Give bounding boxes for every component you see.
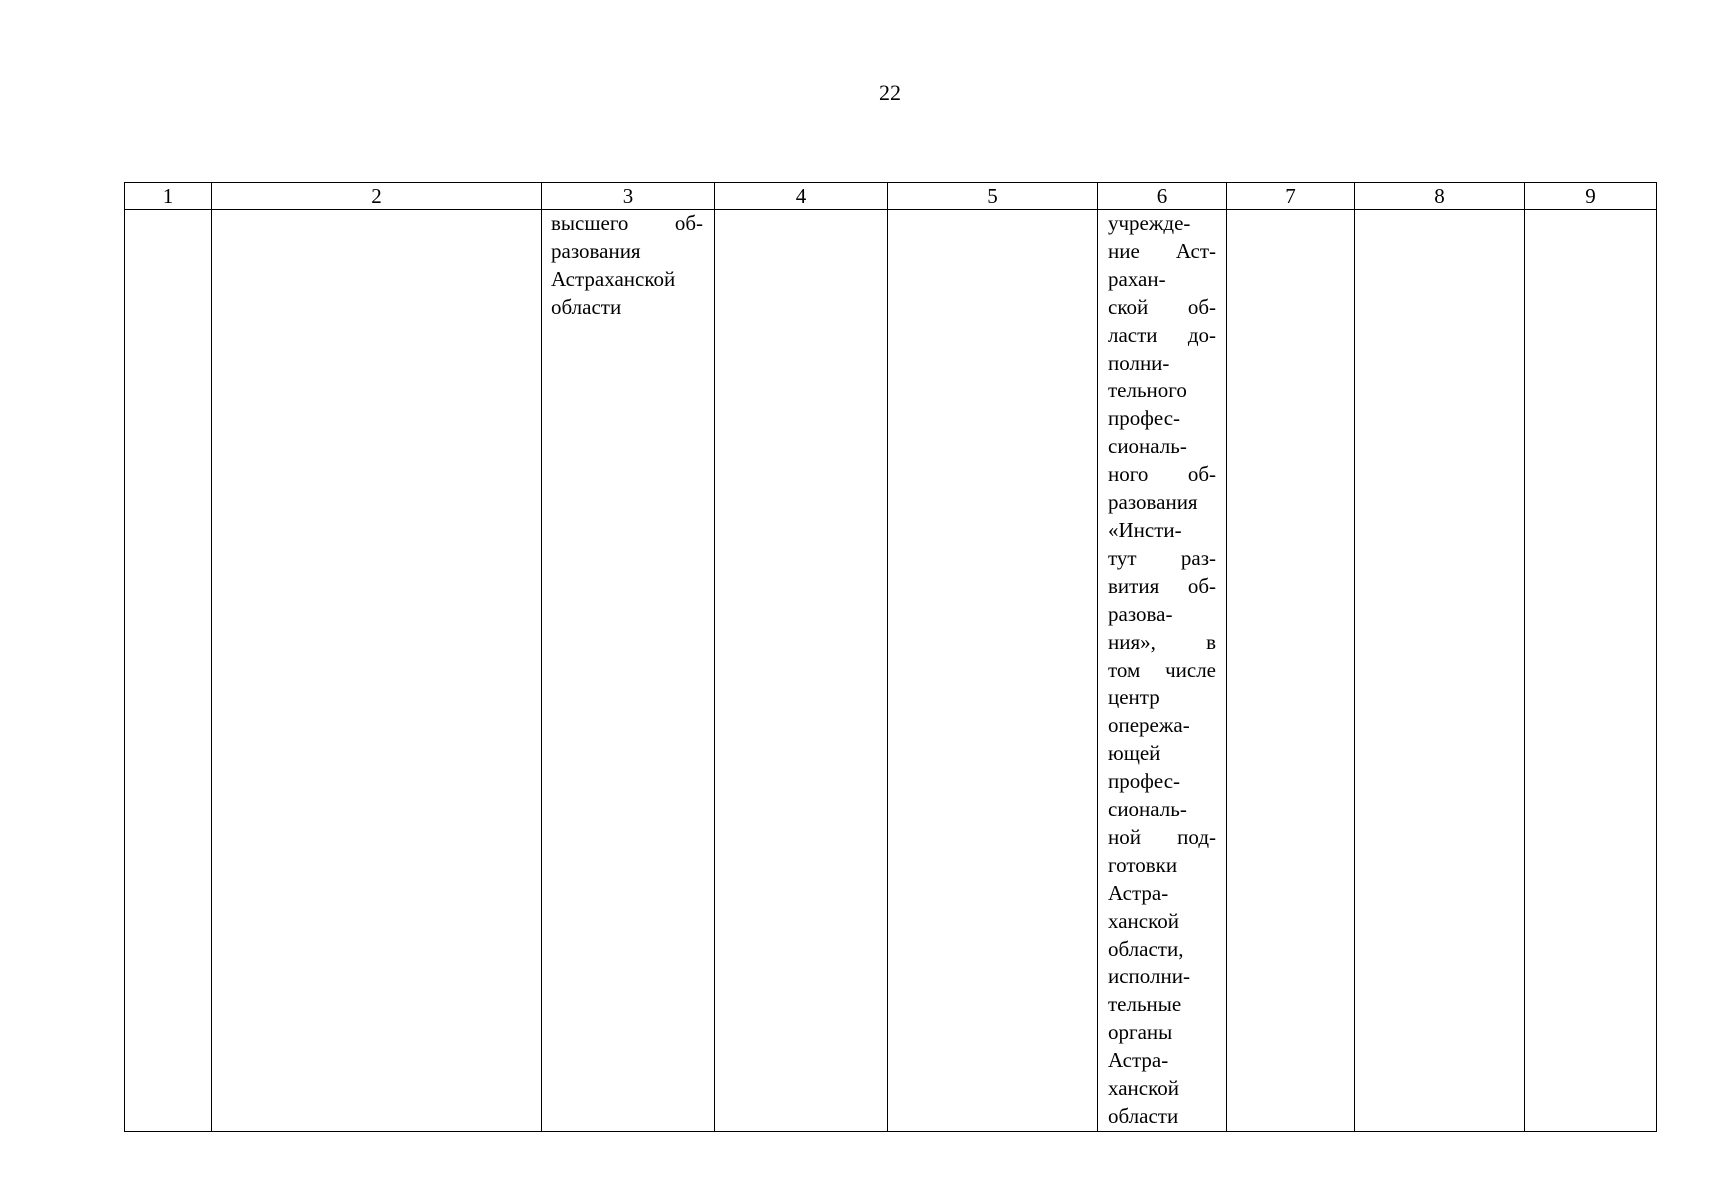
cell-text-line: том числе bbox=[1108, 657, 1216, 682]
header-col-4: 4 bbox=[715, 183, 888, 210]
cell-text-line: области bbox=[1108, 1104, 1179, 1128]
cell-col-6 bbox=[1098, 210, 1227, 1132]
cell-text-line: ние Аст- bbox=[1108, 238, 1216, 263]
cell-col-5 bbox=[888, 210, 1098, 1132]
cell-col-6-text bbox=[1098, 210, 1226, 1131]
cell-text-line: высшего об- bbox=[551, 211, 703, 235]
cell-text-line: вития об- bbox=[1108, 573, 1216, 598]
cell-col-3 bbox=[542, 210, 715, 1132]
cell-text-line: ного об- bbox=[1108, 462, 1216, 487]
page-number: 22 bbox=[879, 80, 901, 105]
header-col-2: 2 bbox=[212, 183, 542, 210]
cell-text-line: профес- bbox=[1108, 769, 1181, 794]
cell-text-line: ханской bbox=[1108, 908, 1179, 933]
header-col-9: 9 bbox=[1525, 183, 1657, 210]
cell-text-line: ской об- bbox=[1108, 294, 1216, 319]
header-col-1: 1 bbox=[125, 183, 212, 210]
cell-col-4 bbox=[715, 210, 888, 1132]
cell-text-line: опережа- bbox=[1108, 713, 1190, 738]
cell-text-line: учрежде- bbox=[1108, 211, 1191, 235]
cell-col-3-text bbox=[542, 210, 714, 322]
cell-col-1 bbox=[125, 210, 212, 1132]
cell-text-line: профес- bbox=[1108, 406, 1181, 431]
header-col-8: 8 bbox=[1355, 183, 1525, 210]
cell-text-line: «Инсти- bbox=[1108, 517, 1182, 542]
cell-text-line: разования bbox=[1108, 490, 1198, 515]
header-col-3: 3 bbox=[542, 183, 715, 210]
cell-text-line: тельного bbox=[1108, 378, 1187, 403]
header-col-7: 7 bbox=[1227, 183, 1355, 210]
cell-text-line: тельные bbox=[1108, 992, 1182, 1017]
cell-text-line: Астраханской bbox=[551, 266, 676, 291]
header-col-5: 5 bbox=[888, 183, 1098, 210]
cell-col-9 bbox=[1525, 210, 1657, 1132]
cell-text-line: сиональ- bbox=[1108, 797, 1187, 822]
cell-text-line: органы bbox=[1108, 1020, 1173, 1045]
cell-text-line: Астра- bbox=[1108, 880, 1169, 905]
cell-text-line: тут раз- bbox=[1108, 545, 1216, 570]
cell-text-line: полни- bbox=[1108, 350, 1170, 375]
data-table bbox=[124, 182, 1657, 1132]
cell-text-line: исполни- bbox=[1108, 964, 1190, 989]
cell-text-line: ния», в bbox=[1108, 629, 1216, 654]
cell-text-line: сиональ- bbox=[1108, 434, 1187, 459]
cell-text-line: рахан- bbox=[1108, 266, 1166, 291]
cell-text-line: ной под- bbox=[1108, 824, 1216, 849]
cell-text-line: центр bbox=[1108, 685, 1160, 710]
header-row bbox=[125, 183, 1657, 210]
cell-col-8 bbox=[1355, 210, 1525, 1132]
cell-text-line: разования bbox=[551, 238, 641, 263]
cell-text-line: области, bbox=[1108, 936, 1184, 961]
cell-text-line: разова- bbox=[1108, 601, 1173, 626]
cell-text-line: ласти до- bbox=[1108, 322, 1216, 347]
cell-col-7 bbox=[1227, 210, 1355, 1132]
table-row bbox=[125, 210, 1657, 1132]
cell-text-line: готовки bbox=[1108, 852, 1178, 877]
header-col-6: 6 bbox=[1098, 183, 1227, 210]
cell-text-line: ханской bbox=[1108, 1076, 1179, 1101]
cell-col-2 bbox=[212, 210, 542, 1132]
cell-text-line: области bbox=[551, 294, 622, 319]
cell-text-line: ющей bbox=[1108, 741, 1161, 766]
cell-text-line: Астра- bbox=[1108, 1048, 1169, 1073]
